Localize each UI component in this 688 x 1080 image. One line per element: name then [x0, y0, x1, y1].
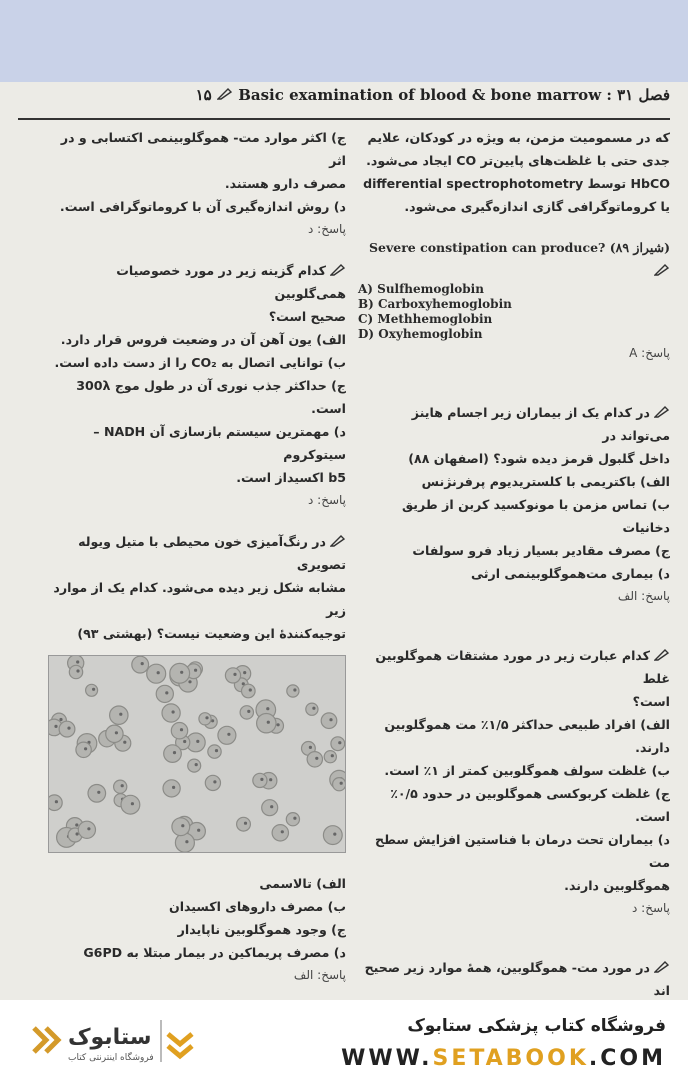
- red-blood-cell: [172, 818, 190, 836]
- heinz-body: [331, 754, 334, 757]
- red-blood-cell: [171, 723, 187, 739]
- answer: پاسخ: الف: [617, 589, 670, 603]
- red-blood-cell: [253, 773, 267, 787]
- text-line: ج) اکثر موارد مت- هموگلوبینمی اکتسابی و در اثر: [60, 130, 346, 168]
- red-blood-cell: [287, 685, 299, 697]
- heinz-body: [243, 671, 246, 674]
- red-blood-cell: [69, 665, 82, 678]
- red-blood-cell: [306, 703, 318, 715]
- heinz-body: [267, 721, 270, 724]
- heinz-body: [123, 741, 126, 744]
- question-text: در کدام یک از بیماران زیر اجسام هاینز می‌تواند در: [411, 405, 670, 443]
- heinz-body: [180, 671, 183, 674]
- heinz-body: [131, 802, 134, 805]
- red-blood-cell: [59, 721, 75, 737]
- heinz-body: [76, 669, 79, 672]
- red-blood-cell: [286, 813, 299, 826]
- heinz-body: [227, 733, 230, 736]
- answer: پاسخ: A: [629, 346, 670, 360]
- red-blood-cell: [86, 684, 98, 696]
- heinz-body: [67, 727, 70, 730]
- setabook-logo: [28, 1014, 198, 1068]
- heinz-body: [115, 731, 118, 734]
- red-blood-cell: [164, 745, 182, 763]
- heinz-body: [215, 749, 218, 752]
- option: د) مهمترین سیستم بازسازی آن NADH – سیتوکروم: [93, 424, 346, 462]
- question-line: مشابه شکل زیر دیده می‌شود. کدام یک از موارد زیر: [53, 580, 346, 618]
- pen-icon: [654, 649, 670, 661]
- red-blood-cell: [242, 684, 256, 698]
- heinz-body: [121, 784, 124, 787]
- red-blood-cell: [218, 726, 236, 744]
- red-blood-cell: [163, 780, 180, 797]
- red-blood-cell: [106, 725, 123, 742]
- heinz-body: [309, 746, 312, 749]
- intro-line: یا کروماتوگرافی گازی اندازه‌گیری می‌شود.: [404, 199, 670, 214]
- red-blood-cell: [237, 817, 251, 831]
- red-blood-cell: [225, 668, 240, 683]
- heinz-body: [293, 817, 296, 820]
- option: B) Carboxyhemoglobin: [358, 297, 512, 311]
- question-line: [50, 259, 346, 305]
- intro-line: که در مسمومیت مزمن، به ویژه در کودکان، علایم: [367, 130, 670, 145]
- answer: پاسخ: د: [308, 493, 346, 507]
- red-blood-cell: [323, 826, 342, 845]
- website-link[interactable]: [341, 1046, 666, 1071]
- heinz-body: [329, 718, 332, 721]
- top-band: [0, 0, 688, 82]
- red-blood-cell: [121, 795, 140, 814]
- heinz-body: [260, 778, 263, 781]
- heinz-body: [119, 713, 122, 716]
- red-blood-cell: [188, 759, 201, 772]
- site-suffix: .COM: [588, 1046, 666, 1071]
- heinz-body: [197, 829, 200, 832]
- right-column: [358, 126, 670, 1000]
- option: ج) مصرف مقادیر بسیار زیاد فرو سولفات: [412, 543, 670, 558]
- heinz-body: [269, 778, 272, 781]
- heinz-body: [173, 751, 176, 754]
- heinz-body: [270, 805, 273, 808]
- heinz-body: [195, 763, 198, 766]
- heinz-body: [196, 740, 199, 743]
- heinz-body: [277, 723, 280, 726]
- question-title: [358, 236, 670, 282]
- heinz-body: [185, 840, 188, 843]
- heinz-body: [172, 786, 175, 789]
- option: الف) باکتریمی با کلستریدیوم پرفرنژنس: [421, 474, 670, 489]
- red-blood-cell: [331, 737, 345, 751]
- heinz-body: [315, 757, 318, 760]
- heinz-body: [233, 673, 236, 676]
- heinz-body: [183, 740, 186, 743]
- heinz-body: [165, 691, 168, 694]
- question-line: [50, 530, 346, 576]
- pen-icon: [330, 264, 346, 276]
- question-line: [358, 401, 670, 447]
- heinz-body: [312, 707, 315, 710]
- text-line: د) روش اندازه‌گیری آن با کروماتوگرافی است.: [59, 199, 346, 214]
- heinz-body: [244, 822, 247, 825]
- red-blood-cell: [78, 821, 95, 838]
- heinz-body: [76, 832, 79, 835]
- heinz-body: [97, 791, 100, 794]
- question-text: کدام گزینه زیر در مورد خصوصیات همی‌گلوبین: [116, 263, 346, 301]
- option: الف) افراد طبیعی حداکثر ۱/۵٪ مت هموگلوبین دارند.: [384, 717, 670, 755]
- question-line: داخل گلبول قرمز دیده شود؟ (اصفهان ۸۸): [408, 451, 670, 466]
- option: ب) مصرف داروهای اکسیدان: [168, 899, 346, 914]
- page-number: ۱۵: [195, 86, 212, 104]
- question-line: [358, 956, 670, 1000]
- red-blood-cell: [88, 785, 106, 803]
- heinz-body: [194, 669, 197, 672]
- heinz-body: [55, 800, 58, 803]
- red-blood-cell: [147, 664, 166, 683]
- site-prefix: WWW.: [341, 1046, 433, 1071]
- red-blood-cell: [156, 685, 173, 702]
- pen-icon: [217, 88, 233, 100]
- option: ج) حداکثر جذب نوری آن در طول موج 300λ است.: [76, 378, 346, 416]
- option: A) Sulfhemoglobin: [358, 282, 484, 296]
- red-blood-cell: [240, 706, 253, 719]
- heinz-body: [92, 688, 95, 691]
- option: ج) غلظت کربوکسی هموگلوبین در حدود ۰/۵٪ است.: [390, 786, 670, 824]
- red-blood-cell: [175, 833, 194, 852]
- text-line: مصرف دارو هستند.: [224, 176, 346, 191]
- book-page: [0, 82, 688, 1000]
- red-blood-cell: [321, 713, 337, 729]
- red-blood-cell: [205, 775, 220, 790]
- red-blood-cell: [132, 656, 149, 673]
- heinz-body: [340, 782, 343, 785]
- answer: پاسخ: د: [632, 901, 670, 915]
- option: د) بیماران تحت درمان با فناستین افزایش سطح مت: [375, 832, 670, 870]
- heinz-body: [188, 680, 191, 683]
- heinz-body: [76, 660, 79, 663]
- red-blood-cell: [170, 663, 190, 683]
- red-blood-cell: [76, 742, 91, 757]
- question-text: در رنگ‌آمیزی خون محیطی با متیل ویوله تصویری: [78, 534, 346, 572]
- red-blood-cell: [110, 706, 128, 724]
- red-blood-cell: [272, 825, 288, 841]
- red-blood-cell: [257, 714, 276, 733]
- heinz-body: [338, 741, 341, 744]
- heinz-body: [59, 718, 62, 721]
- footer-banner: [0, 1000, 688, 1080]
- intro-line: HbCO توسط differential spectrophotometry: [363, 176, 670, 191]
- heinz-body: [213, 780, 216, 783]
- heinz-body: [247, 710, 250, 713]
- heinz-body: [266, 707, 269, 710]
- red-blood-cell: [162, 704, 180, 722]
- heinz-body: [180, 728, 183, 731]
- option: ب) غلظت سولف هموگلوبین کمتر از ۱٪ است.: [384, 763, 670, 778]
- pen-icon: [654, 961, 670, 973]
- heinz-body: [293, 688, 296, 691]
- question-line: توجیه‌کنندهٔ این وضعیت نیست؟ (بهشتی ۹۳): [77, 626, 346, 641]
- heinz-body: [181, 824, 184, 827]
- pen-icon: [330, 535, 346, 547]
- option: د) مصرف پریماکین در بیمار مبتلا به G6PD: [83, 945, 346, 960]
- answer: پاسخ: الف: [293, 968, 346, 982]
- heinz-body: [333, 833, 336, 836]
- red-blood-cell: [48, 795, 62, 811]
- option: ب) توانایی اتصال به CO₂ را از دست داده است.: [54, 355, 346, 370]
- red-blood-cell: [262, 800, 278, 816]
- heinz-body: [87, 827, 90, 830]
- heinz-body: [249, 688, 252, 691]
- pen-icon: [654, 406, 670, 418]
- chapter-label: : ۳۱ فصل: [606, 86, 670, 104]
- logo-text: ستابوک: [68, 1025, 152, 1050]
- option: الف) یون آهن آن در وضعیت فروس قرار دارد.: [60, 332, 346, 347]
- option: ب) تماس مزمن با مونوکسید کربن از طریق دخانیات: [401, 497, 670, 535]
- question-line: صحیح است؟: [268, 309, 346, 324]
- site-main: SETABOOK: [432, 1046, 589, 1071]
- header-text: [196, 86, 670, 104]
- heinz-body: [84, 747, 87, 750]
- option: C) Methhemoglobin: [358, 312, 493, 326]
- option: b5 اکسیداز است.: [236, 470, 346, 485]
- question-line: [358, 644, 670, 690]
- option: D) Oxyhemoglobin: [358, 327, 483, 341]
- red-blood-cell: [114, 780, 127, 793]
- heinz-body: [281, 830, 284, 833]
- option: هموگلوبین دارند.: [564, 878, 670, 893]
- intro-line: جدی حتی با غلظت‌های پایین‌تر CO ایجاد می‌شود.: [366, 153, 670, 168]
- header-title: Basic examination of blood & bone marrow: [238, 86, 602, 104]
- option: د) بیماری مت‌هموگلوبینمی ارثی: [471, 566, 670, 581]
- pen-icon: [654, 264, 670, 276]
- question-text: Severe constipation can produce? (شیراز ۸۹): [369, 240, 670, 255]
- left-column: [50, 126, 346, 1000]
- question-line: است؟: [632, 694, 670, 709]
- option: الف) تالاسمی: [259, 876, 346, 891]
- heinz-body: [75, 823, 78, 826]
- answer: پاسخ: د: [308, 222, 346, 236]
- heinz-body: [172, 710, 175, 713]
- page-header: [18, 84, 670, 120]
- red-blood-cell: [307, 752, 322, 767]
- red-blood-cell: [208, 745, 221, 758]
- question-text: در مورد مت- هموگلوبین، همهٔ موارد زیر صحیح اند: [364, 960, 670, 998]
- heinz-body: [141, 662, 144, 665]
- option: ج) وجود هموگلوبین ناپایدار: [177, 922, 346, 937]
- red-blood-cell: [199, 713, 211, 725]
- blood-smear-micrograph: [48, 655, 346, 853]
- heinz-body: [157, 671, 160, 674]
- red-blood-cell: [324, 751, 336, 763]
- red-blood-cell: [333, 778, 346, 791]
- question-text: کدام عبارت زیر در مورد مشتقات هموگلوبین غلط: [375, 648, 670, 686]
- logo-subtitle: فروشگاه اینترنتی کتاب: [68, 1053, 154, 1063]
- heinz-body: [205, 716, 208, 719]
- heinz-body: [54, 725, 57, 728]
- shop-name: فروشگاه کتاب پزشکی ستابوک: [407, 1016, 666, 1036]
